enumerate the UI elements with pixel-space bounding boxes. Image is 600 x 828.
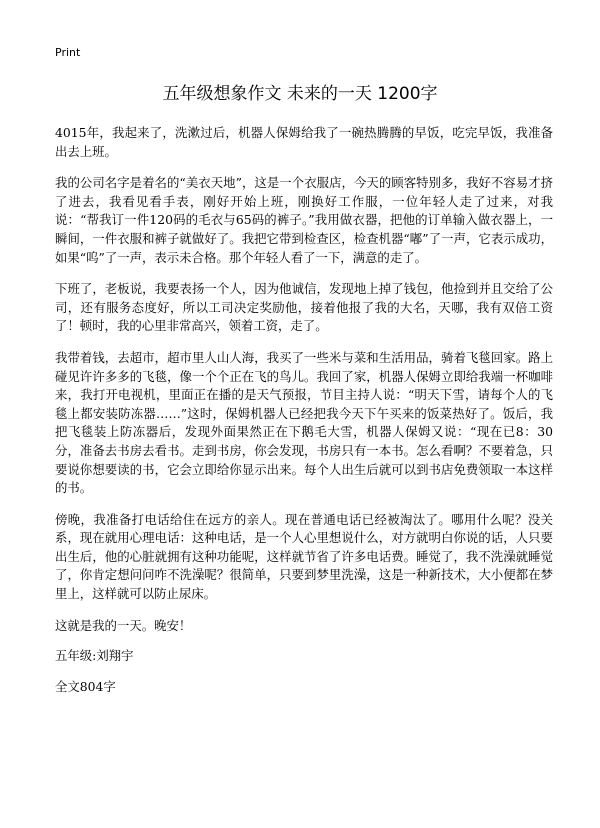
print-link[interactable]: Print [55, 46, 81, 59]
paragraph-after-work: 下班了，老板说，我要表扬一个人，因为他诚信，发现地上掉了钱包，他捡到并且交给了公司，还有服务态度好，所以工司决定奖励他，接着他报了我的大名，天哪，我有双倍工资了！顿时，我的心里非常高兴，领着工资，走了。 [55, 281, 553, 334]
article-body [55, 124, 553, 708]
article-title: 五年级想象作文 未来的一天 1200字 [162, 84, 438, 104]
paragraph-evening: 傍晚，我准备打电话给住在远方的亲人。现在普通电话已经被淘汰了。哪用什么呢？没关系，现在就用心理电话：这种电话，是一个人心里想说什么，对方就明白你说的话，人只要出生后，他的心脏就拥有这种功能呢，这样就节省了许多电话费。睡觉了，我不洗澡就睡觉了，你肯定想问问咋不洗澡呢？很简单，只要到梦里洗澡，这是一种新技术，大小便都在梦里上，这样就可以防止尿床。 [55, 511, 553, 602]
paragraph-morning: 4015年，我起来了，洗漱过后，机器人保姆给我了一碗热腾腾的早饭，吃完早饭，我准备出去上班。 [55, 125, 553, 159]
author-line: 五年级:刘翔宇 [55, 648, 134, 664]
paragraph-company: 我的公司名字是着名的“美衣天地”，这是一个衣服店，今天的顾客特别多，我好不容易才挤了进去，我看见看手表，刚好开始上班，刚换好工作服，一位年轻人走了过来，对我说：“帮我订一件120码的毛衣与65码的裤子。”我用做衣器，把他的订单输入做衣器上，一瞬间，一件衣服和裤子就做好了。我把它带到检查区，检查机器“嘟”了一声，它表示成功，如果“呜”了一声，表示未合格。那个年轻人看了一下，满意的走了。 [55, 175, 553, 265]
paragraph-goodnight: 这就是我的一天。晚安！ [55, 617, 192, 633]
word-count: 全文804字 [55, 678, 116, 694]
paragraph-shopping: 我带着钱，去超市，超市里人山人海，我买了一些米与菜和生活用品，骑着飞毯回家。路上碰见许许多多的飞毯，像一个个正在飞的鸟儿。我回了家，机器人保姆立即给我端一杯咖啡来，我打开电视机，里面正在播的是天气预报，节目主持人说：“明天下雪，请每个人的飞毯上都安装防冻器……”这时，保姆机器人已经把我今天下午买来的饭菜热好了。饭后，我把飞毯装上防冻器后，发现外面果然正在下鹅毛大雪，机器人保姆又说：“现在已8：30分，准备去书房去看书。走到书房，你会发现，书房只有一本书。怎么看啊？不要着急，只要说你想要读的书，它会立即给你显示出来。每个人出生后就可以到书店免费领取一本这样的书。 [55, 349, 553, 496]
